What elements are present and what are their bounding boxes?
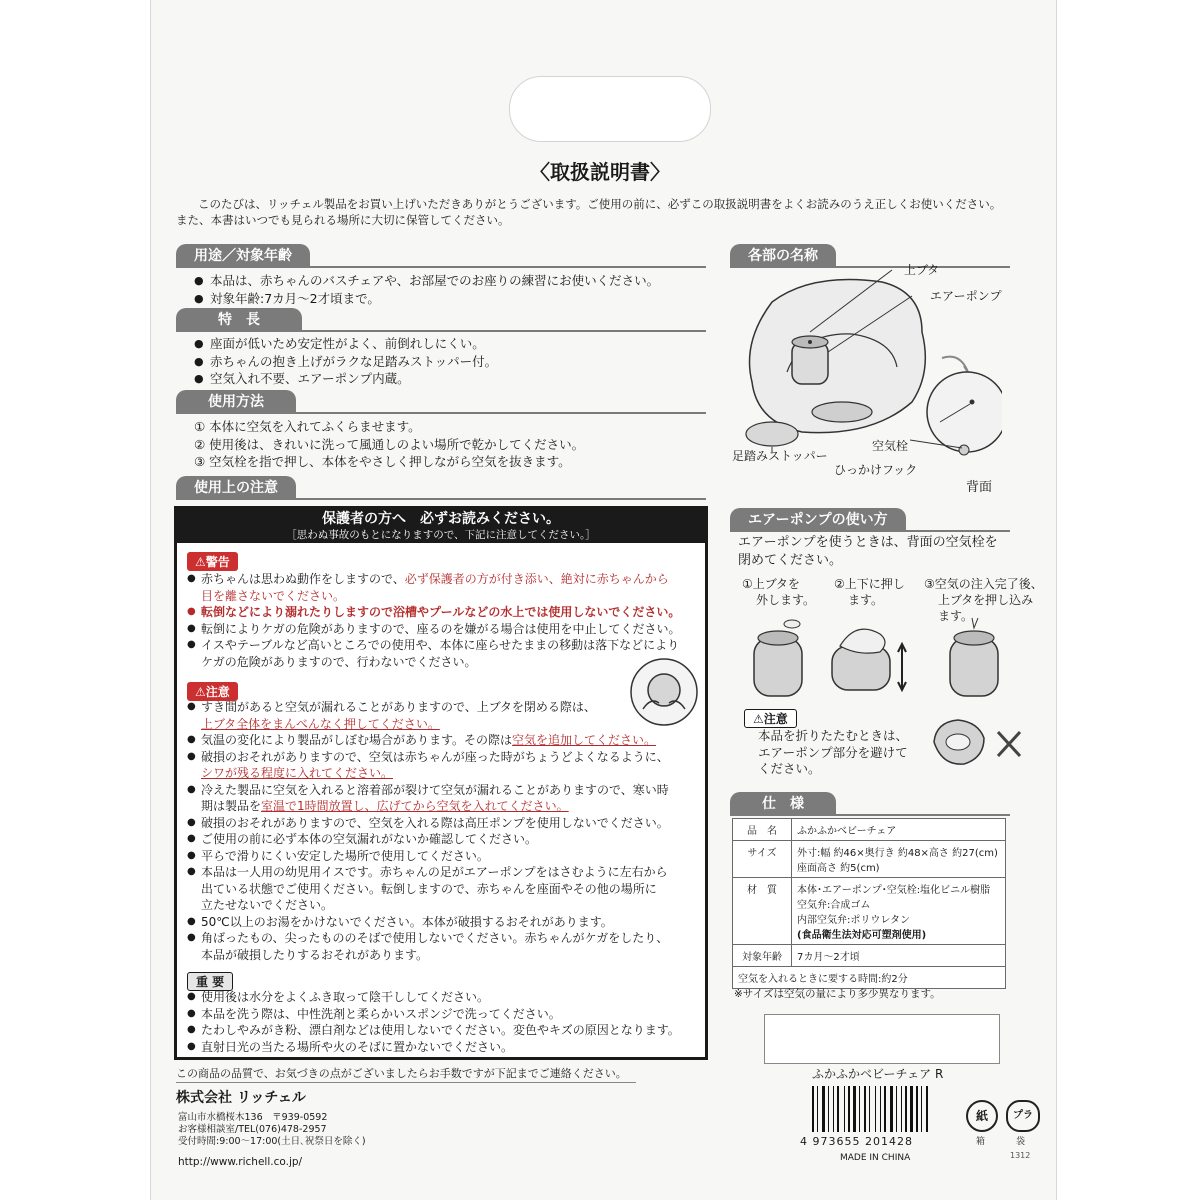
section-rule — [176, 498, 706, 500]
barcode-bar — [844, 1086, 845, 1132]
list-item: ● ご使用の前に必ず本体の空気漏れがないか確認してください。 — [187, 831, 697, 848]
pump-note — [758, 728, 908, 778]
text: 上ブタを押し込み — [938, 593, 1034, 607]
barcode-bar — [869, 1086, 870, 1132]
barcode — [812, 1086, 952, 1132]
recycle-paper-sub: 箱 — [976, 1137, 986, 1147]
section-rule — [730, 530, 1010, 532]
section-tab-features: 特 長 — [176, 308, 302, 332]
features-list — [194, 335, 497, 388]
text: エアーポンプ部分を避けて — [758, 744, 908, 760]
list-item: ● 使用後は水分をよくふき取って陰干ししてください。 — [187, 989, 697, 1006]
intro-line-1: このたびは、リッチェル製品をお買い上げいただきありがとうございます。ご使用の前に、必ずこの取扱説明書をよくお読みのうえ正しくお使いください。 — [198, 197, 1002, 211]
spec-value — [792, 841, 1006, 878]
list-item — [187, 699, 697, 732]
section-tab-howto: 使用方法 — [176, 390, 296, 414]
table-row — [733, 819, 1006, 841]
list-item: ● 50℃以上のお湯をかけないでください。本体が破損するおそれがあります。 — [187, 914, 697, 931]
barcode-bar — [916, 1086, 918, 1132]
company-name: 株式会社 リッチェル — [176, 1090, 306, 1106]
list-item: ● 対象年齢:7カ月〜2才頃まで。 — [194, 290, 659, 308]
text: 富山市水橋桜木136 〒939-0592 — [178, 1112, 328, 1123]
barcode-bar — [822, 1086, 825, 1132]
text-emphasis: 室温で1時間放置し、広げてから空気を入れてください。 — [261, 799, 569, 813]
barcode-bar — [905, 1086, 907, 1132]
spec-key: 品 名 — [733, 819, 792, 841]
spec-value: 空気を入れるときに要する時間:約2分 — [733, 967, 1006, 989]
label-blank-box — [764, 1014, 1000, 1064]
list-item — [187, 864, 697, 914]
pump-lead-2: 閉めてください。 — [738, 553, 843, 568]
text-emphasis: 上ブタ全体をまんべんなく押してください。 — [201, 716, 440, 731]
spec-value: 7カ月〜2才頃 — [792, 945, 1006, 967]
table-row — [733, 841, 1006, 878]
barcode-bar — [901, 1086, 902, 1132]
text: ます。 — [938, 609, 974, 623]
text: イスやテーブルなど高いところでの使用や、本体に座らせたままの移動は落下などにより — [201, 638, 680, 652]
pump-steps-illustration — [740, 616, 1010, 706]
barcode-bar — [875, 1086, 876, 1132]
label-valve: 空気栓 — [872, 439, 909, 453]
usage-list — [194, 272, 659, 307]
spec-value: ふかふかベビーチェア — [792, 819, 1006, 841]
section-rule — [730, 814, 1010, 816]
barcode-bar — [880, 1086, 881, 1132]
recycle-plastic-sub: 袋 — [1016, 1137, 1026, 1147]
barcode-bar — [864, 1086, 866, 1132]
pump-note-label — [744, 708, 797, 728]
text: 紙 — [975, 1109, 988, 1123]
barcode-number: 4 973655 201428 — [800, 1135, 913, 1148]
pump-lead — [738, 534, 998, 570]
howto-list — [194, 418, 584, 471]
text-emphasis: 必ず保護者の方が付き添い、絶対に赤ちゃんから — [404, 572, 669, 586]
table-row — [733, 945, 1006, 967]
company-url: http://www.richell.co.jp/ — [178, 1156, 303, 1168]
barcode-bar — [848, 1086, 850, 1132]
text: 内部空気弁:ポリウレタン — [797, 915, 910, 926]
list-item: ● 空気入れ不要、エアーポンプ内蔵。 — [194, 370, 497, 388]
list-item: ② 使用後は、きれいに洗って風通しのよい場所で乾かしてください。 — [194, 436, 585, 452]
label-lid: 上ブタ — [904, 263, 940, 277]
text: ケガの危険がありますので、行わないでください。 — [201, 654, 477, 669]
text: 本品は一人用の幼児用イスです。赤ちゃんの足がエアーポンプをはさむように左右から — [201, 865, 668, 879]
label-stopper: 足踏みストッパー — [732, 449, 828, 463]
list-item — [187, 930, 697, 963]
label-pump: エアーポンプ — [930, 289, 1002, 303]
intro-line-2: また、本書はいつでも見られる場所に大切に保管してください。 — [176, 213, 510, 227]
text: 外します。 — [756, 593, 816, 607]
warning-label — [187, 551, 238, 571]
section-rule — [176, 266, 706, 268]
text: 破損のおそれがありますので、空気は赤ちゃんが座った時がちょうどよくなるように、 — [201, 749, 669, 764]
section-rule — [176, 330, 706, 332]
list-item: ● 座面が低いため安定性がよく、前倒れしにくい。 — [194, 335, 497, 353]
table-row — [733, 878, 1006, 945]
hanger-hole — [509, 76, 711, 142]
barcode-bar — [837, 1086, 839, 1132]
contact-note: この商品の品質で、お気づきの点がございましたらお手数ですが下記までご連絡ください。 — [176, 1067, 627, 1080]
footer-rule — [176, 1082, 636, 1083]
barcode-bar — [853, 1086, 856, 1132]
caution-label — [187, 681, 238, 701]
recycle-paper-icon — [966, 1100, 998, 1132]
list-item: ① 本体に空気を入れてふくらませます。 — [194, 419, 421, 434]
list-item — [187, 782, 697, 815]
pump-step-2 — [834, 576, 905, 608]
warning-header-title: 保護者の方へ 必ずお読みください。 — [322, 511, 560, 527]
spec-note: ※サイズは空気の量により多少異なります。 — [734, 988, 941, 1000]
list-item — [187, 732, 697, 749]
warning-list — [187, 571, 697, 670]
barcode-bar — [926, 1086, 928, 1132]
barcode-bar — [884, 1086, 886, 1132]
text: ます。 — [848, 593, 884, 607]
list-item: ● 平らで滑りにくい安定した場所で使用してください。 — [187, 848, 697, 865]
text: 立たせないでください。 — [201, 898, 334, 912]
important-list — [187, 989, 697, 1055]
spec-value — [792, 878, 1006, 945]
text: 赤ちゃんは思わぬ動作をしますので、 — [201, 572, 405, 586]
text: 本品を折りたたむときは、 — [758, 728, 909, 743]
company-address — [178, 1112, 366, 1148]
barcode-bar — [812, 1086, 814, 1132]
text: 気温の変化により製品がしぼむ場合があります。その際は — [201, 733, 513, 747]
text: (食品衛生法対応可塑剤使用) — [797, 930, 927, 941]
text: ②上下に押し — [834, 577, 905, 591]
text: 外寸:幅 約46×奥行き 約48×高さ 約27(cm) — [797, 848, 998, 859]
spec-table — [732, 818, 1006, 989]
section-tab-spec: 仕 様 — [730, 792, 836, 816]
text: お客様相談室/TEL(076)478-2957 — [178, 1124, 327, 1135]
label-hook: ひっかけフック — [834, 463, 918, 477]
text: 空気弁:合成ゴム — [797, 900, 871, 911]
section-rule — [176, 412, 706, 414]
list-item: ③ 空気栓を指で押し、本体をやさしく押しながら空気を抜きます。 — [194, 454, 571, 469]
text: 座面高さ 約5(cm) — [797, 863, 880, 874]
lot-number: 1312 — [1010, 1151, 1031, 1160]
list-item: ● 本品は、赤ちゃんのバスチェアや、お部屋でのお座りの練習にお使いください。 — [194, 272, 659, 290]
text: すき間があると空気が漏れることがありますので、上ブタを閉める際は、 — [201, 700, 596, 714]
list-item: ● 直射日光の当たる場所や火のそばに置かないでください。 — [187, 1039, 697, 1056]
warning-header-sub: ［思わぬ事故のもとになりますので、下記に注意してください。］ — [286, 529, 596, 541]
text: 出ている状態でご使用ください。転倒しますので、赤ちゃんを座面やその他の場所に — [201, 881, 657, 896]
caution-list — [187, 699, 697, 963]
caution-badge: ⚠注意 — [187, 682, 238, 701]
text: 冷えた製品に空気を入れると溶着部が裂けて空気が漏れることがありますので、寒い時 — [201, 782, 669, 797]
section-tab-parts: 各部の名称 — [730, 244, 836, 268]
made-in: MADE IN CHINA — [840, 1153, 911, 1163]
text: 本品が破損したりするおそれがあります。 — [201, 947, 429, 962]
text: 角ばったもの、尖ったもののそばで使用しないでください。赤ちゃんがケガをしたり、 — [201, 931, 669, 945]
barcode-bar — [910, 1086, 913, 1132]
spec-key: 材 質 — [733, 878, 792, 945]
recycle-plastic-icon — [1006, 1100, 1040, 1132]
label-back: 背面 — [966, 480, 993, 495]
barcode-bar — [833, 1086, 834, 1132]
text-emphasis: シワが残る程度に入れてください。 — [201, 766, 394, 780]
barcode-bar — [896, 1086, 897, 1132]
list-item: ● 破損のおそれがありますので、空気を入れる際は高圧ポンプを使用しないでください。 — [187, 815, 697, 832]
spec-key: サイズ — [733, 841, 792, 878]
intro-text — [176, 196, 1036, 228]
warning-badge: ⚠警告 — [187, 552, 238, 571]
product-name: ふかふかベビーチェア R — [812, 1067, 944, 1081]
important-badge: 重 要 — [187, 972, 233, 991]
text-emphasis: 空気を追加してください。 — [512, 733, 657, 747]
list-item — [187, 571, 697, 604]
text: 期は製品を — [201, 799, 262, 813]
barcode-bar — [859, 1086, 860, 1132]
text: 本体･エアーポンプ･空気栓:塩化ビニル樹脂 — [797, 885, 991, 896]
list-item: ● 転倒などにより溺れたりしますので浴槽やプールなどの水上では使用しないでください。 — [187, 604, 697, 621]
warning-box — [174, 506, 708, 1060]
text: 受付時間:9:00〜17:00(土日､祝祭日を除く) — [178, 1136, 366, 1147]
barcode-bar — [817, 1086, 818, 1132]
text: ①上ブタを — [742, 577, 800, 591]
spec-key: 対象年齢 — [733, 945, 792, 967]
section-tab-usage: 用途／対象年齢 — [176, 244, 310, 268]
important-label — [187, 971, 233, 991]
warning-header — [177, 509, 705, 543]
text: ください。 — [758, 761, 821, 776]
text: プラ — [1013, 1110, 1033, 1121]
barcode-bar — [921, 1086, 922, 1132]
section-tab-cautions: 使用上の注意 — [176, 476, 296, 500]
section-tab-pump: エアーポンプの使い方 — [730, 508, 906, 532]
list-item — [187, 749, 697, 782]
pump-note-badge: ⚠注意 — [744, 709, 797, 728]
list-item: ● 赤ちゃんの抱き上げがラクな足踏みストッパー付。 — [194, 353, 497, 371]
fold-wrong-illustration — [928, 712, 1028, 772]
list-item: ● たわしやみがき粉、漂白剤などは使用しないでください。変色やキズの原因となります。 — [187, 1022, 697, 1039]
text-emphasis: 目を離さないでください。 — [201, 588, 346, 603]
text: ③空気の注入完了後、 — [924, 577, 1043, 591]
page-title: 〈取扱説明書〉 — [530, 160, 670, 184]
list-item: ● 本品を洗う際は、中性洗剤と柔らかいスポンジで洗ってください。 — [187, 1006, 697, 1023]
pump-step-1 — [742, 576, 815, 608]
list-item — [187, 637, 697, 670]
barcode-bar — [828, 1086, 829, 1132]
pump-lead-1: エアーポンプを使うときは、背面の空気栓を — [738, 535, 998, 550]
list-item: ● 転倒によりケガの危険がありますので、座るのを嫌がる場合は使用を中止してください。 — [187, 621, 697, 638]
barcode-bar — [890, 1086, 893, 1132]
